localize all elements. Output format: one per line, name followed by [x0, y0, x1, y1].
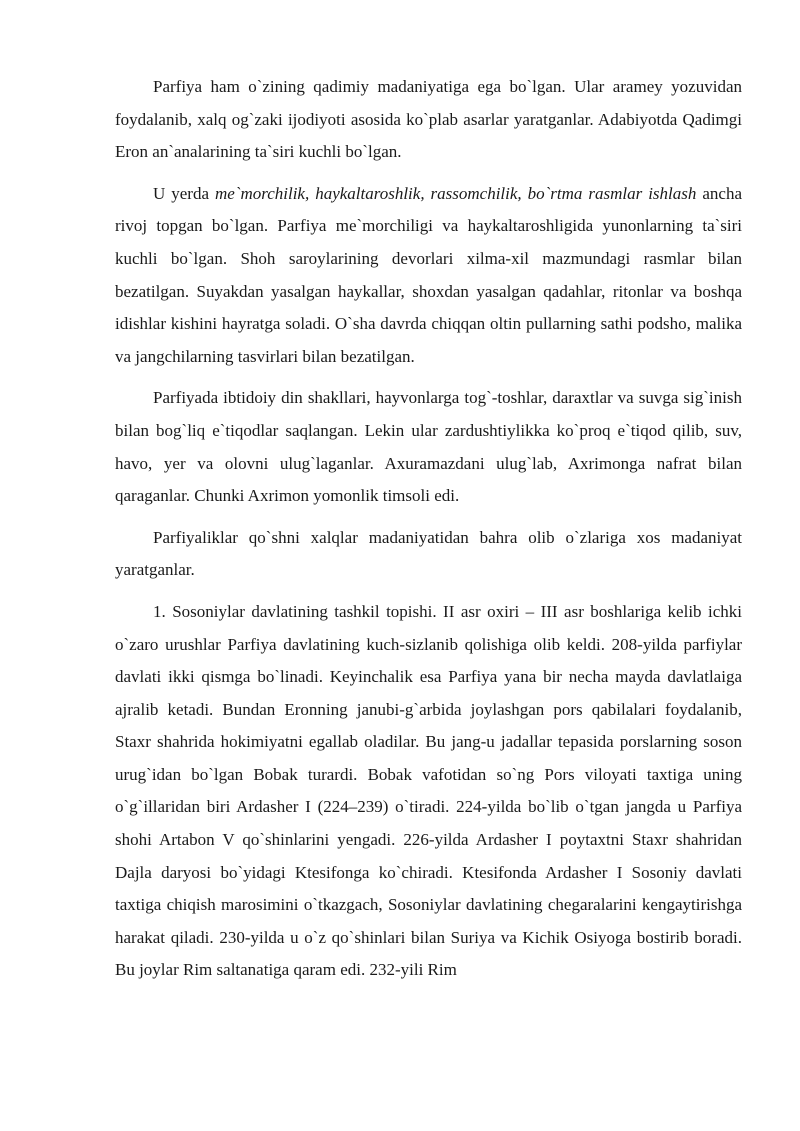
- paragraph-parthian-summary: Parfiyaliklar qo`shni xalqlar madaniyatidan bahra olib o`zlariga xos madaniyat yaratganlar.: [115, 527, 742, 580]
- paragraph-sasanian-founding: 1. Sosoniylar davlatining tashkil topishi. II asr oxiri – III asr boshlariga kelib ichki o`zaro urushlar Parfiya davlatining kuch-sizlanib qolishiga olib keldi. 208-yilda parfiylar davlati ikki qismga bo`linadi. Keyinchalik esa Parfiya yana bir necha mayda davlatlaiga ajralib ketadi. Bundan Eronning janubi-g`arbida joylashgan pors qabilalari foydalanib, Staxr shahrida hokimiyatni egallab oladilar. Bu jang-u jadallar tepasida porslarning soson urug`idan bo`lgan Bobak turardi. Bobak vafotidan so`ng Pors viloyati taxtiga uning o`g`illaridan biri Ardasher I (224–239) o`tiradi. 224-yilda bo`lib o`tgan jangda u Parfiya shohi Artabon V qo`shinlarini yengadi. 226-yilda Ardasher I poytaxtni Staxr shahridan Dajla daryosi bo`yidagi Ktesifonga ko`chiradi. Ktesifonda Ardasher I Sosoniy davlati taxtiga chiqish marosimini o`tkazgach, Sosoniylar davlatining chegaralarini kengaytirishga harakat qiladi. 230-yilda u o`z qo`shinlari bilan Suriya va Kichik Osiyoga bostirib boradi. Bu joylar Rim saltanatiga qaram edi. 232-yili Rim: [115, 601, 742, 980]
- italic-arts-list: me`morchilik, haykaltaroshlik, rassomchilik, bo`rtma rasmlar ishlash: [214, 183, 697, 203]
- paragraph-rest-text: ancha rivoj topgan bo`lgan. Parfiya me`morchiligi va haykaltaroshligida yunonlarning ta`siri kuchli bo`lgan. Shoh saroylarining devorlari xilma-xil mazmundagi rasmlar bilan bezatilgan. Suyakdan yasalgan haykallar, shoxdan yasalgan qadahlar, ritonlar va boshqa idishlar kishini hayratga soladi. O`sha davrda chiqqan oltin pullarning sathi podsho, malika va jangchilarning tasvirlari bilan bezatilgan.: [115, 183, 742, 366]
- document-body: [115, 71, 742, 996]
- paragraph-parthian-religion: Parfiyada ibtidoiy din shakllari, hayvonlarga tog`-toshlar, daraxtlar va suvga sig`inish bilan bog`liq e`tiqodlar saqlangan. Lekin ular zardushtiylikka ko`proq e`tiqod qilib, suv, havo, yer va olovni ulug`laganlar. Axuramazdani ulug`lab, Axrimonga nafrat bilan qaraganlar. Chunki Axrimon yomonlik timsoli edi.: [115, 388, 742, 506]
- paragraph-lead-text: U yerda: [153, 183, 215, 203]
- paragraph-parthian-culture: Parfiya ham o`zining qadimiy madaniyatiga ega bo`lgan. Ular aramey yozuvidan foydalanib, xalq og`zaki ijodiyoti asosida ko`plab asarlar yaratganlar. Adabiyotda Qadimgi Eron an`analarining ta`siri kuchli bo`lgan.: [115, 77, 742, 162]
- paragraph-parthian-arts: [115, 178, 742, 374]
